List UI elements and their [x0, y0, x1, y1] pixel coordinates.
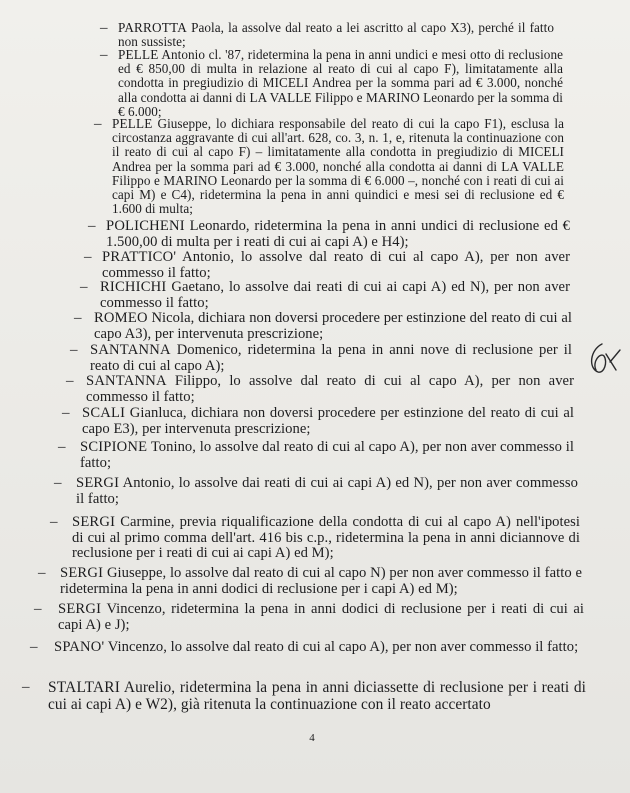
entry-text: Antonio cl. '87, ridetermina la pena in anni undici e mesi otto di reclusione ed € 850,00 di multa in relazione al reato di cui al capo F), limitatamente alla condotta in pregiudizio di MICELI Andrea per la somma pari ad € 3.000, nonché alla condotta ai danni di LA VALLE Filippo e MARINO Leonardo per la somma di € 6.000;	[118, 47, 563, 119]
entry-text: Domenico, ridetermina la pena in anni nove di reclusione per il reato di cui al capo A);	[90, 342, 572, 374]
entry-text: Vincenzo, lo assolve dal reato di cui al capo A), per non aver commesso il fatto;	[107, 639, 579, 655]
entry-text: Filippo, lo assolve dal reato di cui al capo A), per non aver commesso il fatto;	[86, 373, 574, 405]
defendant-name: PRATTICO'	[102, 249, 177, 265]
entry-text: Tonino, lo assolve dal reato di cui al capo A), per non aver commesso il fatto;	[80, 439, 574, 471]
defendant-name: PARROTTA	[118, 20, 187, 35]
defendant-name: SPANO'	[54, 639, 105, 655]
entry-text: Aurelio, ridetermina la pena in anni diciassette di reclusione per i reati di cui ai capi A) e W2), già ritenuta la continuazione con il reato accertato	[48, 679, 586, 713]
defendant-name: SERGI	[76, 475, 120, 491]
defendant-name: STALTARI	[48, 679, 121, 696]
entry-text: Carmine, previa riqualificazione della condotta di cui al capo A) nell'ipotesi di cui al primo comma dell'art. 416 bis c.p., ridetermina la pena in anni diciannove di reclusione per i reati di cui ai capi A) ed M);	[72, 514, 580, 562]
defendant-name: SANTANNA	[86, 373, 167, 389]
entry-text: Vincenzo, ridetermina la pena in anni dodici di reclusione per i reati di cui ai capi A) e J);	[58, 601, 584, 633]
entry-text: Antonio, lo assolve dal reato di cui al capo A), per non aver commesso il fatto;	[102, 249, 570, 281]
entry-text: Giuseppe, lo dichiara responsabile del reato di cui la capo F1), esclusa la circostanza aggravante di cui all'art. 628, co. 3, n. 1, e, ritenuta la continuazione con il reato di cui al capo F) – limitatamente alla condotta in pregiudizio di MICELI Andrea per la somma pari ad € 3.000, nonché alla condotta ai danni di LA VALLE Filippo e MARINO Leonardo per la somma di € 6.000 –, nonché con i reati di cui ai capi M) e C4), ridetermina la pena in anni quindici e mesi sei di reclusione ed € 1.600 di multa;	[112, 116, 564, 217]
defendant-name: RICHICHI	[100, 279, 167, 295]
defendant-name: SCALI	[82, 405, 126, 421]
entry-text: Nicola, dichiara non doversi procedere per estinzione del reato di cui al capo A3), per intervenuta prescrizione;	[94, 310, 572, 342]
entry-text: Leonardo, ridetermina la pena in anni undici di reclusione ed € 1.500,00 di multa per i reati di cui ai capi A) e H4);	[106, 218, 571, 250]
page-number: 4	[309, 732, 315, 744]
defendant-name: PELLE	[112, 116, 153, 131]
entry-text: Paola, la assolve dal reato a lei ascritto al capo X3), perché il fatto non sussiste;	[118, 20, 554, 50]
entry-text: Gaetano, lo assolve dai reati di cui ai capi A) ed N), per non aver commesso il fatto;	[100, 279, 570, 311]
defendant-name: PELLE	[118, 47, 159, 62]
defendant-name: ROMEO	[94, 310, 148, 326]
dispositive-list: – PARROTTA Paola, la assolve dal reato a lei ascritto al capo X3), perché il fatto non sussiste; – PELLE Antonio cl. '87, ridetermina la pena in anni undici e mesi otto di reclusione ed € 850,00 di multa in relazione al reato di cui al capo F), limitatamente alla condotta in pregiudizio di MICELI Andrea per la somma pari ad € 3.000, nonché alla condotta ai danni di LA VALLE Filippo e MARINO Leonardo per la somma di € 6.000; – PELLE Giuseppe, lo dichiara responsabile del reato di cui la capo F1), esclusa la circostanza aggravante di cui all'art. 628, co. 3, n. 1, e, ritenuta la continuazione con il reato di cui al capo F) – limitatamente alla condotta in pregiudizio di MICELI Andrea per la somma pari ad € 3.000, nonché alla condotta ai danni di LA VALLE Filippo e MARINO Leonardo per la somma di € 6.000 –, nonché con i reati di cui ai capi M) e C4), ridetermina la pena in anni quindici e mesi sei di reclusione ed € 1.600 di multa; – POLICHENI Leonardo, ridetermina la pena in anni undici di reclusione ed € 1.500,00 di multa per i reati di cui ai capi A) e H4); – PRATTICO' Antonio, lo assolve dal reato di cui al capo A), per non aver commesso il fatto; – RICHICHI Gaetano, lo assolve dai reati di cui ai capi A) ed N), per non aver commesso il fatto; – ROMEO Nicola, dichiara non doversi procedere per estinzione del reato di cui al capo A3), per intervenuta prescrizione; – SANTANNA Domenico, ridetermina la pena in anni nove di reclusione per il reato di cui al capo A); – SANTANNA Filippo, lo assolve dal reato di cui al capo A), per non aver commesso il fatto; – SCALI Gianluca, dichiara non doversi procedere per estinzione del reato di cui al capo E3), per intervenuta prescrizione; – SCIPIONE Tonino, lo assolve dal reato di cui al capo A), per non aver commesso il fatto; – SERGI Antonio, lo assolve dai reati di cui ai capi A) ed N), per non aver commesso il fatto; – SERGI Carmine, previa riqualificazione della condotta di cui al capo A) nell'ipotesi di cui al primo comma dell'art. 416 bis c.p., ridetermina la pena in anni diciannove di reclusione per i reati di cui ai capi A) ed M); – SERGI Giuseppe, lo assolve dal reato di cui al capo N) per non aver commesso il fatto e ridetermina la pena in anni dodici di reclusione per i capi A) ed M); – SERGI Vincenzo, ridetermina la pena in anni dodici di reclusione per i reati di cui ai capi A) e J); – SPANO' Vincenzo, lo assolve dal reato di cui al capo A), per non aver commesso il fatto; – STALTARI Aurelio, ridetermina la pena in anni diciassette di reclusione per i reati di cui ai capi A) e W2), già ritenuta la continuazione con il reato accertato	[22, 20, 586, 713]
defendant-name: SERGI	[60, 565, 104, 581]
handwritten-initials	[582, 340, 622, 380]
defendant-name: SANTANNA	[90, 342, 171, 358]
defendant-name: POLICHENI	[106, 218, 185, 234]
defendant-name: SCIPIONE	[80, 439, 148, 455]
entry-text: Gianluca, dichiara non doversi procedere per estinzione del reato di cui al capo E3), per intervenuta prescrizione;	[82, 405, 574, 437]
defendant-name: SERGI	[58, 601, 102, 617]
defendant-name: SERGI	[72, 514, 116, 530]
entry-text: Giuseppe, lo assolve dal reato di cui al capo N) per non aver commesso il fatto e ridetermina la pena in anni dodici di reclusione per i capi A) ed M);	[60, 565, 582, 597]
entry-text: Antonio, lo assolve dai reati di cui ai capi A) ed N), per non aver commesso il fatto;	[76, 475, 578, 507]
